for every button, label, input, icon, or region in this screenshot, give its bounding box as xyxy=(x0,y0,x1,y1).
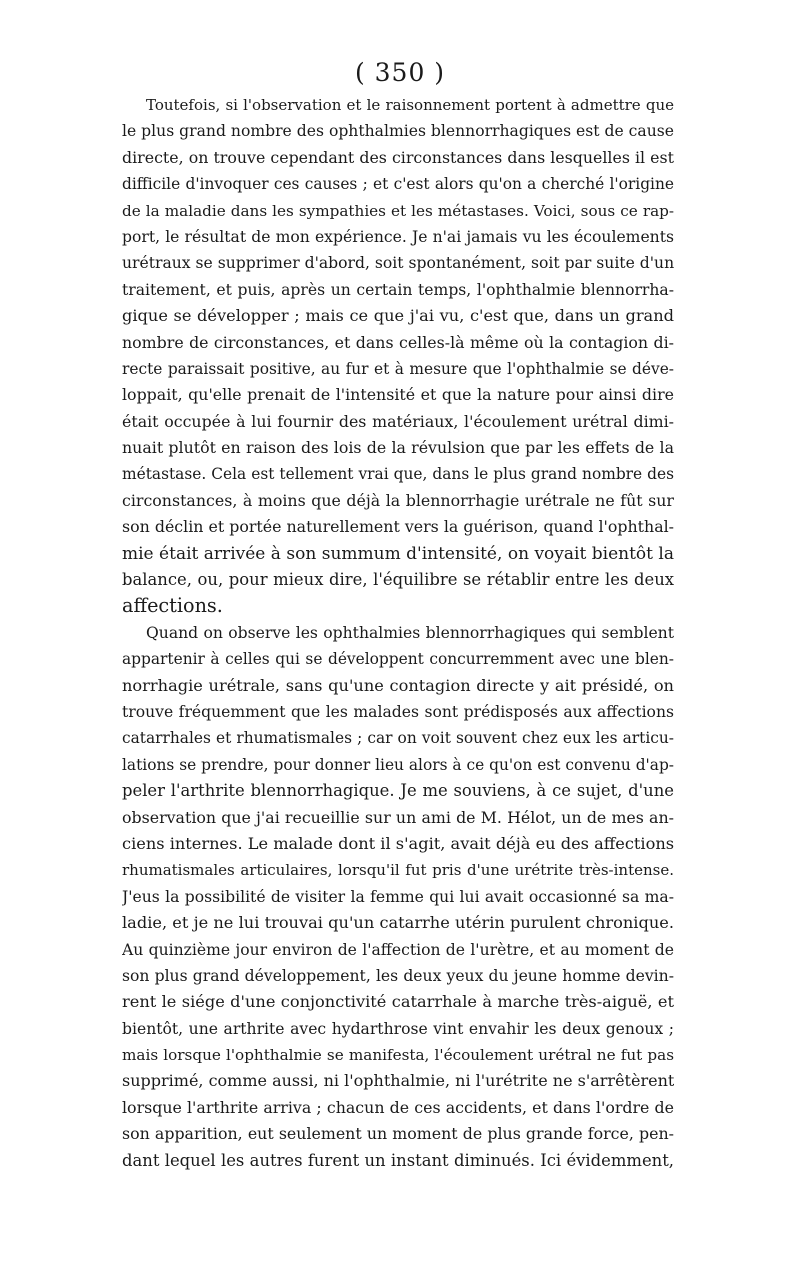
text-line: le plus grand nombre des ophthalmies blennorrhagiques est de cause xyxy=(122,122,674,141)
body-text xyxy=(122,92,674,1174)
paragraph-2 xyxy=(122,620,674,1174)
text-line: appartenir à celles qui se développent concurremment avec une blen- xyxy=(122,650,674,669)
text-line: J'eus la possibilité de visiter la femme qui lui avait occasionné sa ma- xyxy=(122,887,674,906)
text-line: de la maladie dans les sympathies et les métastases. Voici, sous ce rap- xyxy=(122,201,674,220)
text-line: mais lorsque l'ophthalmie se manifesta, l'écoulement urétral ne fut pas xyxy=(122,1046,674,1065)
text-line: peler l'arthrite blennorrhagique. Je me souviens, à ce sujet, d'une xyxy=(122,781,674,801)
text-line: trouve fréquemment que les malades sont prédisposés aux affections xyxy=(122,702,674,721)
text-line: lorsque l'arthrite arriva ; chacun de ces accidents, et dans l'ordre de xyxy=(122,1097,674,1117)
text-line: rhumatismales articulaires, lorsqu'il fut pris d'une urétrite très-intense. xyxy=(122,861,674,880)
text-line: traitement, et puis, après un certain temps, l'ophthalmie blennorrha- xyxy=(122,280,674,299)
text-line: difficile d'invoquer ces causes ; et c'est alors qu'on a cherché l'origine xyxy=(122,175,674,194)
text-line: Toutefois, si l'observation et le raisonnement portent à admettre que xyxy=(146,96,674,114)
text-line: son apparition, eut seulement un moment de plus grande force, pen- xyxy=(122,1124,674,1144)
text-line: directe, on trouve cependant des circonstances dans lesquelles il est xyxy=(122,147,674,167)
text-line: était occupée à lui fournir des matériaux, l'écoulement urétral dimi- xyxy=(122,411,674,431)
text-line: mie était arrivée à son summum d'intensité, on voyait bientôt la xyxy=(122,543,674,564)
paragraph-1 xyxy=(122,92,674,620)
text-line: nuait plutôt en raison des lois de la révulsion que par les effets de la xyxy=(122,438,674,458)
text-line: Au quinzième jour environ de l'affection de l'urètre, et au moment de xyxy=(122,940,674,959)
text-line: catarrhales et rhumatismales ; car on voit souvent chez eux les articu- xyxy=(122,729,674,748)
text-line: balance, ou, pour mieux dire, l'équilibre se rétablir entre les deux xyxy=(122,570,674,590)
text-line: nombre de circonstances, et dans celles-là même où la contagion di- xyxy=(122,332,674,352)
text-line: lations se prendre, pour donner lieu alors à ce qu'on est convenu d'ap- xyxy=(122,755,674,774)
text-line: rent le siége d'une conjonctivité catarrhale à marche très-aiguë, et xyxy=(122,992,674,1012)
text-line: affections. xyxy=(122,594,223,618)
text-line: son plus grand développement, les deux yeux du jeune homme devin- xyxy=(122,966,674,985)
text-line: loppait, qu'elle prenait de l'intensité et que la nature pour ainsi dire xyxy=(122,385,674,405)
text-line: ciens internes. Le malade dont il s'agit, avait déjà eu des affections xyxy=(122,833,674,853)
text-line: norrhagie urétrale, sans qu'une contagion directe y ait présidé, on xyxy=(122,675,674,695)
text-line: son déclin et portée naturellement vers la guérison, quand l'ophthal- xyxy=(122,517,674,537)
text-line: gique se développer ; mais ce que j'ai vu, c'est que, dans un grand xyxy=(122,306,674,326)
text-line: ladie, et je ne lui trouvai qu'un catarrhe utérin purulent chronique. xyxy=(122,913,674,933)
text-line: observation que j'ai recueillie sur un ami de M. Hélot, un de mes an- xyxy=(122,807,674,827)
text-line: Quand on observe les ophthalmies blennorrhagiques qui semblent xyxy=(146,623,674,642)
text-line: métastase. Cela est tellement vrai que, dans le plus grand nombre des xyxy=(122,465,674,484)
text-line: circonstances, à moins que déjà la blennorrhagie urétrale ne fût sur xyxy=(122,490,674,510)
text-line: dant lequel les autres furent un instant diminués. Ici évidemment, xyxy=(122,1150,674,1170)
text-line: urétraux se supprimer d'abord, soit spontanément, soit par suite d'un xyxy=(122,254,674,273)
text-line: port, le résultat de mon expérience. Je n'ai jamais vu les écoulements xyxy=(122,227,674,246)
page-number: ( 350 ) xyxy=(354,58,446,87)
text-line: bientôt, une arthrite avec hydarthrose vint envahir les deux genoux ; xyxy=(122,1019,674,1038)
text-line: recte paraissait positive, au fur et à mesure que l'ophthalmie se déve- xyxy=(122,359,674,378)
text-line: supprimé, comme aussi, ni l'ophthalmie, ni l'urétrite ne s'arrêtèrent xyxy=(122,1071,674,1091)
